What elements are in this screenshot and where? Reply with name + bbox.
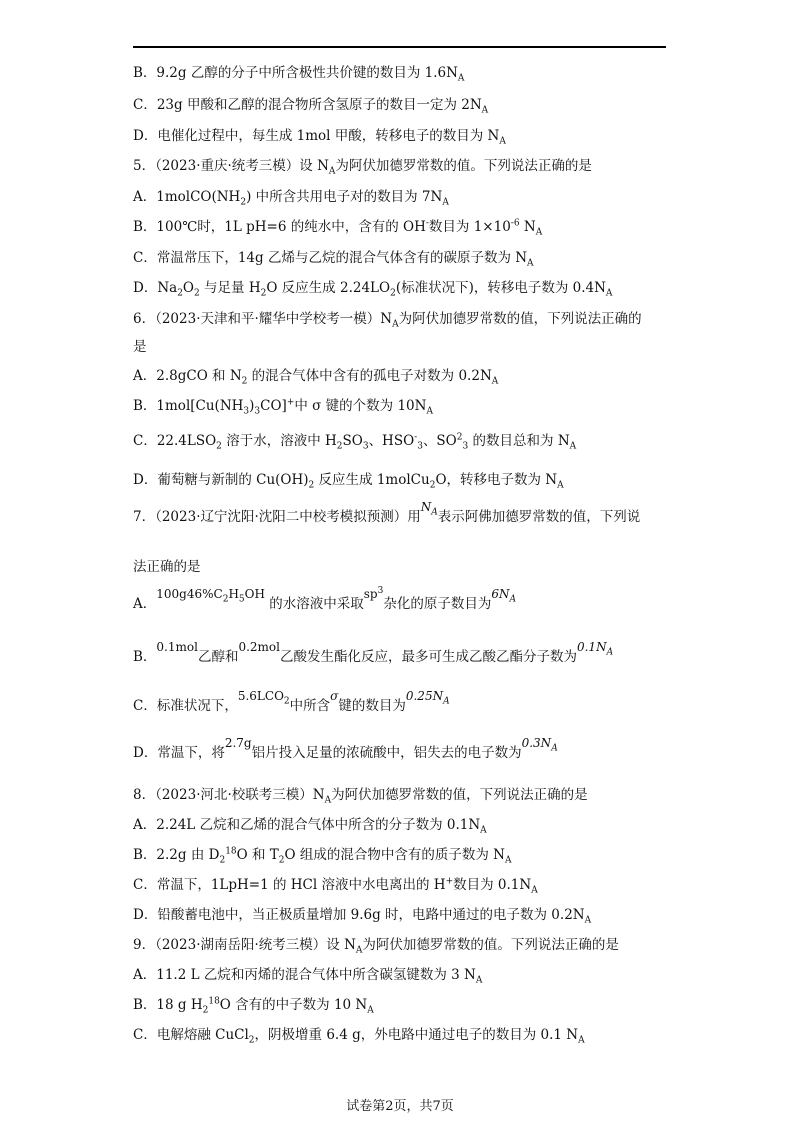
q7-na-formula: $N_A$ [420,500,438,518]
q4-option-b: B．9.2g 乙醇的分子中所含极性共价键的数目为 $1.6N_A$ [133,65,465,84]
q9-option-b: B．18 g $H_2^{18}O$ 含有的中子数为 10 $N_A$ [133,996,374,1016]
q7-c-formula-3: $0.25N_A$ [405,689,450,707]
q6-option-d: D．葡萄糖与新制的 $Cu(OH)_2$ 反应生成 1molCu$_2$O，转移电子数为 $N_A$ [133,472,564,491]
q9-option-a: A．11.2 L 乙烷和丙烯的混合气体中所含碳氢键数为 3 $N_A$ [133,967,483,986]
q5-option-c: C．常温常压下，14g 乙烯与乙烷的混合气体含有的碳原子数为 $N_A$ [133,250,534,269]
q6-option-c: C．$22.4LSO_2$ 溶于水，溶液中 $H_2SO_3$、$HSO^-_3$、$SO^2_3$ 的数目总和为 $N_A$ [133,432,577,452]
q7-stem-cont: 法正确的是 [133,559,201,575]
q4-option-d: D．电催化过程中，每生成 1mol 甲酸，转移电子的数目为 $N_A$ [133,128,506,147]
q9-option-c: C．电解熔融 CuCl$_2$，阴极增重 6.4 g，外电路中通过电子的数目为 0.1 $N_A$ [133,1027,585,1046]
page-footer: 试卷第2页，共7页 [346,1099,454,1114]
q7-option-a: A．$100g46\%C_2H_5OH$ 的水溶液中采取$sp^3$杂化的原子数目为$6N_A$ [133,586,516,612]
q4-option-c: C．23g 甲酸和乙醇的混合物所含氢原子的数目一定为 $2N_A$ [133,97,489,116]
q5-stem: 5．（2023·重庆·统考三模）设 $N_A$为阿伏加德罗常数的值。下列说法正确的是 [133,158,592,177]
q7-b-formula-3: $0.1N_A$ [576,640,614,658]
q8-stem: 8．（2023·河北·校联考三模）$N_A$为阿伏加德罗常数的值，下列说法正确的是 [133,787,588,806]
q8-option-c: C．常温下，1LpH=1 的 HCl 溶液中水电离出的 H+数目为 $0.1N_A$ [133,876,538,896]
q8-option-d: D．铅酸蓄电池中，当正极质量增加 9.6g 时，电路中通过的电子数为 $0.2N_A$ [133,907,592,926]
q9-stem: 9．（2023·湖南岳阳·统考三模）设 $N_A$为阿伏加德罗常数的值。下列说法正确的是 [133,937,619,956]
q5-option-d: D．$Na_2O_2$ 与足量 $H_2O$ 反应生成 $2.24LO_2$(标准状况下)，转移电子数为 $0.4N_A$ [133,280,613,299]
q7-stem: 7．（2023·辽宁沈阳·沈阳二中校考模拟预测）用$N_A$表示阿佛加德罗常数的值，下列说 [133,500,641,525]
q6-option-b: B．$1mol[Cu(NH_3)_3CO]^+$中 σ 键的个数为 $10N_A$ [133,397,433,417]
q5-option-b: B．100℃时，1L pH=6 的纯水中，含有的 OH-数目为 $1\times 10^{-6}$ $N_A$ [133,218,543,238]
q6-stem-cont: 是 [133,339,147,355]
q7-d-formula-2: $0.3N_A$ [521,736,558,754]
q7-a-formula-2: $sp^3$ [363,586,384,601]
q7-option-c: C．标准状况下，$5.6LCO_2$中所含σ键的数目为$0.25N_A$ [133,689,450,714]
q5-option-a: A．$1molCO(NH_2)$ 中所含共用电子对的数目为 $7N_A$ [133,189,449,208]
q7-a-formula-3: $6N_A$ [491,587,516,605]
q7-c-formula-2: σ [330,689,339,703]
q7-d-formula-1: 2.7g [224,736,252,750]
q7-c-formula-1: $5.6LCO_2$ [237,689,290,707]
q7-a-formula-1: $100g46\%C_2H_5OH$ [156,587,265,605]
header-rule [133,46,666,48]
q8-option-a: A．2.24L 乙烷和乙烯的混合气体中所含的分子数为 $0.1N_A$ [133,817,487,836]
q7-b-formula-1: 0.1mol [156,640,198,654]
q7-option-d: D．常温下，将2.7g铝片投入足量的浓硫酸中，铝失去的电子数为$0.3N_A$ [133,736,558,761]
q6-stem: 6．（2023·天津和平·耀华中学校考一模）$N_A$为阿伏加德罗常数的值，下列说法正确的 [133,311,642,330]
q7-b-formula-2: 0.2mol [238,640,280,654]
q8-option-b: B．2.2g 由 $D_2^{18}O$ 和 $T_2O$ 组成的混合物中含有的质子数为 $N_A$ [133,846,512,866]
q6-option-a: A．2.8gCO 和 $N_2$ 的混合气体中含有的孤电子对数为 $0.2N_A$ [133,368,499,387]
q7-option-b: B．0.1mol乙醇和0.2mol乙酸发生酯化反应，最多可生成乙酸乙酯分子数为$0.1N_A$ [133,640,614,665]
